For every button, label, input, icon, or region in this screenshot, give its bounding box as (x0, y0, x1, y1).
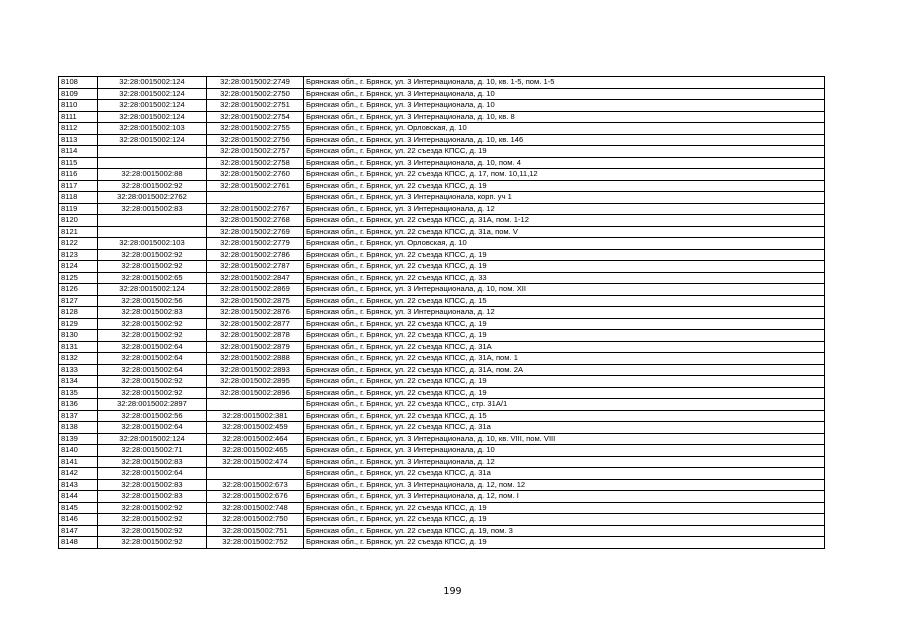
row-number-cell: 8126 (59, 284, 98, 296)
address-cell: Брянская обл., г. Брянск, ул. 22 съезда КПСС, д. 19 (304, 318, 825, 330)
row-number-cell: 8130 (59, 330, 98, 342)
address-cell: Брянская обл., г. Брянск, ул. 22 съезда КПСС, д. 19 (304, 330, 825, 342)
cadastral-number-cell: 32:28:0015002:2779 (207, 238, 304, 250)
address-cell: Брянская обл., г. Брянск, ул. 3 Интернационала, д. 10, кв. 146 (304, 134, 825, 146)
row-number-cell: 8142 (59, 468, 98, 480)
table-row (59, 203, 825, 215)
cadastral-number-cell: 32:28:0015002:2754 (207, 111, 304, 123)
cadastral-number-cell: 32:28:0015002:2895 (207, 376, 304, 388)
row-number-cell: 8136 (59, 399, 98, 411)
row-number-cell: 8117 (59, 180, 98, 192)
table-row (59, 502, 825, 514)
table-row (59, 284, 825, 296)
address-cell: Брянская обл., г. Брянск, ул. 3 Интернационала, д. 10, кв. 8 (304, 111, 825, 123)
row-number-cell: 8124 (59, 261, 98, 273)
table-row (59, 238, 825, 250)
address-cell: Брянская обл., г. Брянск, ул. 22 съезда КПСС, д. 31а (304, 422, 825, 434)
parent-cadastral-cell: 32:28:0015002:124 (98, 100, 207, 112)
page-number: 199 (443, 586, 462, 597)
table-row (59, 353, 825, 365)
table-row (59, 111, 825, 123)
address-cell: Брянская обл., г. Брянск, ул. 22 съезда КПСС, д. 31А, пом. 1 (304, 353, 825, 365)
table-row (59, 537, 825, 549)
parent-cadastral-cell: 32:28:0015002:124 (98, 284, 207, 296)
row-number-cell: 8125 (59, 272, 98, 284)
address-cell: Брянская обл., г. Брянск, ул. 22 съезда КПСС, д. 15 (304, 410, 825, 422)
address-cell: Брянская обл., г. Брянск, ул. 22 съезда КПСС, д. 31А, пом. 2А (304, 364, 825, 376)
parent-cadastral-cell: 32:28:0015002:64 (98, 364, 207, 376)
cadastral-number-cell: 32:28:0015002:2786 (207, 249, 304, 261)
cadastral-number-cell: 32:28:0015002:750 (207, 514, 304, 526)
parent-cadastral-cell: 32:28:0015002:103 (98, 123, 207, 135)
row-number-cell: 8109 (59, 88, 98, 100)
parent-cadastral-cell (98, 157, 207, 169)
table-row (59, 226, 825, 238)
cadastral-number-cell: 32:28:0015002:381 (207, 410, 304, 422)
parent-cadastral-cell: 32:28:0015002:124 (98, 111, 207, 123)
table-row (59, 387, 825, 399)
cadastral-number-cell: 32:28:0015002:2758 (207, 157, 304, 169)
address-cell: Брянская обл., г. Брянск, ул. 3 Интернационала, корп. уч 1 (304, 192, 825, 204)
parent-cadastral-cell: 32:28:0015002:56 (98, 295, 207, 307)
row-number-cell: 8110 (59, 100, 98, 112)
cadastral-number-cell: 32:28:0015002:2878 (207, 330, 304, 342)
address-cell: Брянская обл., г. Брянск, ул. 3 Интернационала, д. 12 (304, 203, 825, 215)
address-cell: Брянская обл., г. Брянск, ул. 22 съезда КПСС, д. 15 (304, 295, 825, 307)
address-cell: Брянская обл., г. Брянск, ул. 3 Интернационала, д. 12, пом. 12 (304, 479, 825, 491)
cadastral-number-cell (207, 399, 304, 411)
parent-cadastral-cell: 32:28:0015002:124 (98, 134, 207, 146)
table-row (59, 456, 825, 468)
table-row (59, 514, 825, 526)
address-cell: Брянская обл., г. Брянск, ул. 3 Интернационала, д. 10, пом. 4 (304, 157, 825, 169)
row-number-cell: 8144 (59, 491, 98, 503)
parent-cadastral-cell: 32:28:0015002:92 (98, 330, 207, 342)
parent-cadastral-cell: 32:28:0015002:2762 (98, 192, 207, 204)
cadastral-number-cell: 32:28:0015002:2879 (207, 341, 304, 353)
cadastral-number-cell: 32:28:0015002:2877 (207, 318, 304, 330)
row-number-cell: 8145 (59, 502, 98, 514)
row-number-cell: 8121 (59, 226, 98, 238)
row-number-cell: 8147 (59, 525, 98, 537)
parent-cadastral-cell (98, 215, 207, 227)
parent-cadastral-cell: 32:28:0015002:103 (98, 238, 207, 250)
cadastral-number-cell: 32:28:0015002:465 (207, 445, 304, 457)
address-cell: Брянская обл., г. Брянск, ул. 22 съезда КПСС, д. 19 (304, 146, 825, 158)
cadastral-number-cell: 32:28:0015002:748 (207, 502, 304, 514)
address-cell: Брянская обл., г. Брянск, ул. 22 съезда КПСС, д. 19 (304, 249, 825, 261)
parent-cadastral-cell: 32:28:0015002:64 (98, 468, 207, 480)
table-row (59, 433, 825, 445)
table-row (59, 399, 825, 411)
parent-cadastral-cell: 32:28:0015002:92 (98, 249, 207, 261)
parent-cadastral-cell: 32:28:0015002:124 (98, 88, 207, 100)
row-number-cell: 8132 (59, 353, 98, 365)
parent-cadastral-cell: 32:28:0015002:92 (98, 525, 207, 537)
address-cell: Брянская обл., г. Брянск, ул. 3 Интернационала, д. 10 (304, 88, 825, 100)
table-row (59, 77, 825, 89)
table-row (59, 169, 825, 181)
row-number-cell: 8108 (59, 77, 98, 89)
row-number-cell: 8141 (59, 456, 98, 468)
parent-cadastral-cell: 32:28:0015002:92 (98, 537, 207, 549)
table-row (59, 272, 825, 284)
address-cell: Брянская обл., г. Брянск, ул. 22 съезда КПСС, д. 19 (304, 387, 825, 399)
table-row (59, 261, 825, 273)
cadastral-number-cell (207, 468, 304, 480)
cadastral-number-cell: 32:28:0015002:2875 (207, 295, 304, 307)
table-row (59, 295, 825, 307)
address-cell: Брянская обл., г. Брянск, ул. Орловская, д. 10 (304, 123, 825, 135)
address-cell: Брянская обл., г. Брянск, ул. 22 съезда КПСС, д. 33 (304, 272, 825, 284)
table-row (59, 192, 825, 204)
parent-cadastral-cell: 32:28:0015002:92 (98, 261, 207, 273)
cadastral-number-cell: 32:28:0015002:2888 (207, 353, 304, 365)
row-number-cell: 8131 (59, 341, 98, 353)
table-row (59, 422, 825, 434)
table-body (59, 77, 825, 549)
cadastral-number-cell: 32:28:0015002:676 (207, 491, 304, 503)
parent-cadastral-cell: 32:28:0015002:83 (98, 491, 207, 503)
row-number-cell: 8122 (59, 238, 98, 250)
cadastral-number-cell: 32:28:0015002:2755 (207, 123, 304, 135)
row-number-cell: 8138 (59, 422, 98, 434)
address-cell: Брянская обл., г. Брянск, ул. 22 съезда КПСС, д. 31а, пом. V (304, 226, 825, 238)
parent-cadastral-cell: 32:28:0015002:124 (98, 77, 207, 89)
address-cell: Брянская обл., г. Брянск, ул. 22 съезда КПСС, д. 19 (304, 502, 825, 514)
cadastral-number-cell: 32:28:0015002:2757 (207, 146, 304, 158)
table-row (59, 100, 825, 112)
table-row (59, 215, 825, 227)
row-number-cell: 8120 (59, 215, 98, 227)
row-number-cell: 8123 (59, 249, 98, 261)
address-cell: Брянская обл., г. Брянск, ул. 3 Интернационала, д. 12, пом. I (304, 491, 825, 503)
table-row (59, 525, 825, 537)
cadastral-number-cell: 32:28:0015002:751 (207, 525, 304, 537)
row-number-cell: 8113 (59, 134, 98, 146)
cadastral-number-cell: 32:28:0015002:2750 (207, 88, 304, 100)
table-row (59, 376, 825, 388)
parent-cadastral-cell: 32:28:0015002:92 (98, 514, 207, 526)
address-cell: Брянская обл., г. Брянск, ул. 22 съезда КПСС, д. 19 (304, 376, 825, 388)
row-number-cell: 8118 (59, 192, 98, 204)
parent-cadastral-cell: 32:28:0015002:88 (98, 169, 207, 181)
cadastral-number-cell: 32:28:0015002:474 (207, 456, 304, 468)
address-cell: Брянская обл., г. Брянск, ул. 22 съезда КПСС, д. 19 (304, 514, 825, 526)
cadastral-table (58, 76, 825, 549)
row-number-cell: 8112 (59, 123, 98, 135)
parent-cadastral-cell: 32:28:0015002:92 (98, 180, 207, 192)
table-row (59, 180, 825, 192)
address-cell: Брянская обл., г. Брянск, ул. 22 съезда КПСС, д. 19 (304, 261, 825, 273)
table-row (59, 146, 825, 158)
address-cell: Брянская обл., г. Брянск, ул. 3 Интернационала, д. 10 (304, 100, 825, 112)
table-row (59, 134, 825, 146)
cadastral-number-cell: 32:28:0015002:459 (207, 422, 304, 434)
cadastral-number-cell: 32:28:0015002:2751 (207, 100, 304, 112)
address-cell: Брянская обл., г. Брянск, ул. 22 съезда КПСС, д. 31а (304, 468, 825, 480)
table-row (59, 123, 825, 135)
address-cell: Брянская обл., г. Брянск, ул. 22 съезда КПСС, д. 19 (304, 537, 825, 549)
cadastral-number-cell: 32:28:0015002:2768 (207, 215, 304, 227)
parent-cadastral-cell: 32:28:0015002:83 (98, 307, 207, 319)
address-cell: Брянская обл., г. Брянск, ул. 22 съезда КПСС, д. 17, пом. 10,11,12 (304, 169, 825, 181)
address-cell: Брянская обл., г. Брянск, ул. 3 Интернационала, д. 10, кв. VIII, пом. VIII (304, 433, 825, 445)
cadastral-number-cell: 32:28:0015002:464 (207, 433, 304, 445)
row-number-cell: 8114 (59, 146, 98, 158)
row-number-cell: 8134 (59, 376, 98, 388)
parent-cadastral-cell: 32:28:0015002:83 (98, 203, 207, 215)
cadastral-number-cell: 32:28:0015002:2847 (207, 272, 304, 284)
table-row (59, 445, 825, 457)
row-number-cell: 8133 (59, 364, 98, 376)
table-row (59, 157, 825, 169)
parent-cadastral-cell: 32:28:0015002:56 (98, 410, 207, 422)
row-number-cell: 8135 (59, 387, 98, 399)
row-number-cell: 8115 (59, 157, 98, 169)
row-number-cell: 8139 (59, 433, 98, 445)
table-row (59, 479, 825, 491)
parent-cadastral-cell: 32:28:0015002:92 (98, 387, 207, 399)
cadastral-number-cell: 32:28:0015002:2896 (207, 387, 304, 399)
parent-cadastral-cell: 32:28:0015002:2897 (98, 399, 207, 411)
table-row (59, 307, 825, 319)
cadastral-number-cell: 32:28:0015002:752 (207, 537, 304, 549)
cadastral-number-cell: 32:28:0015002:2893 (207, 364, 304, 376)
cadastral-number-cell: 32:28:0015002:2756 (207, 134, 304, 146)
cadastral-number-cell: 32:28:0015002:2749 (207, 77, 304, 89)
cadastral-number-cell: 32:28:0015002:2869 (207, 284, 304, 296)
address-cell: Брянская обл., г. Брянск, ул. 22 съезда КПСС,, стр. 31А/1 (304, 399, 825, 411)
address-cell: Брянская обл., г. Брянск, ул. 3 Интернационала, д. 12 (304, 307, 825, 319)
row-number-cell: 8111 (59, 111, 98, 123)
row-number-cell: 8140 (59, 445, 98, 457)
parent-cadastral-cell: 32:28:0015002:92 (98, 502, 207, 514)
row-number-cell: 8143 (59, 479, 98, 491)
table-row (59, 330, 825, 342)
parent-cadastral-cell (98, 146, 207, 158)
parent-cadastral-cell: 32:28:0015002:92 (98, 376, 207, 388)
parent-cadastral-cell: 32:28:0015002:83 (98, 456, 207, 468)
parent-cadastral-cell: 32:28:0015002:71 (98, 445, 207, 457)
cadastral-number-cell: 32:28:0015002:2787 (207, 261, 304, 273)
address-cell: Брянская обл., г. Брянск, ул. 3 Интернационала, д. 10, пом. XII (304, 284, 825, 296)
table-row (59, 364, 825, 376)
cadastral-number-cell: 32:28:0015002:673 (207, 479, 304, 491)
row-number-cell: 8127 (59, 295, 98, 307)
table-row (59, 410, 825, 422)
parent-cadastral-cell: 32:28:0015002:65 (98, 272, 207, 284)
parent-cadastral-cell: 32:28:0015002:92 (98, 318, 207, 330)
cadastral-number-cell: 32:28:0015002:2876 (207, 307, 304, 319)
parent-cadastral-cell: 32:28:0015002:83 (98, 479, 207, 491)
parent-cadastral-cell: 32:28:0015002:64 (98, 341, 207, 353)
cadastral-number-cell: 32:28:0015002:2761 (207, 180, 304, 192)
address-cell: Брянская обл., г. Брянск, ул. 22 съезда КПСС, д. 31А, пом. 1-12 (304, 215, 825, 227)
parent-cadastral-cell: 32:28:0015002:64 (98, 422, 207, 434)
address-cell: Брянская обл., г. Брянск, ул. 3 Интернационала, д. 10 (304, 445, 825, 457)
row-number-cell: 8116 (59, 169, 98, 181)
address-cell: Брянская обл., г. Брянск, ул. 3 Интернационала, д. 10, кв. 1-5, пом. 1-5 (304, 77, 825, 89)
row-number-cell: 8137 (59, 410, 98, 422)
cadastral-number-cell: 32:28:0015002:2760 (207, 169, 304, 181)
address-cell: Брянская обл., г. Брянск, ул. 22 съезда КПСС, д. 19, пом. 3 (304, 525, 825, 537)
address-cell: Брянская обл., г. Брянск, ул. 3 Интернационала, д. 12 (304, 456, 825, 468)
row-number-cell: 8148 (59, 537, 98, 549)
table-row (59, 468, 825, 480)
row-number-cell: 8146 (59, 514, 98, 526)
parent-cadastral-cell: 32:28:0015002:124 (98, 433, 207, 445)
table-row (59, 318, 825, 330)
table-row (59, 341, 825, 353)
table-row (59, 491, 825, 503)
cadastral-number-cell: 32:28:0015002:2769 (207, 226, 304, 238)
row-number-cell: 8119 (59, 203, 98, 215)
row-number-cell: 8128 (59, 307, 98, 319)
parent-cadastral-cell (98, 226, 207, 238)
cadastral-number-cell: 32:28:0015002:2767 (207, 203, 304, 215)
parent-cadastral-cell: 32:28:0015002:64 (98, 353, 207, 365)
cadastral-number-cell (207, 192, 304, 204)
table-row (59, 88, 825, 100)
address-cell: Брянская обл., г. Брянск, ул. 22 съезда КПСС, д. 31А (304, 341, 825, 353)
address-cell: Брянская обл., г. Брянск, ул. Орловская, д. 10 (304, 238, 825, 250)
row-number-cell: 8129 (59, 318, 98, 330)
address-cell: Брянская обл., г. Брянск, ул. 22 съезда КПСС, д. 19 (304, 180, 825, 192)
table-row (59, 249, 825, 261)
